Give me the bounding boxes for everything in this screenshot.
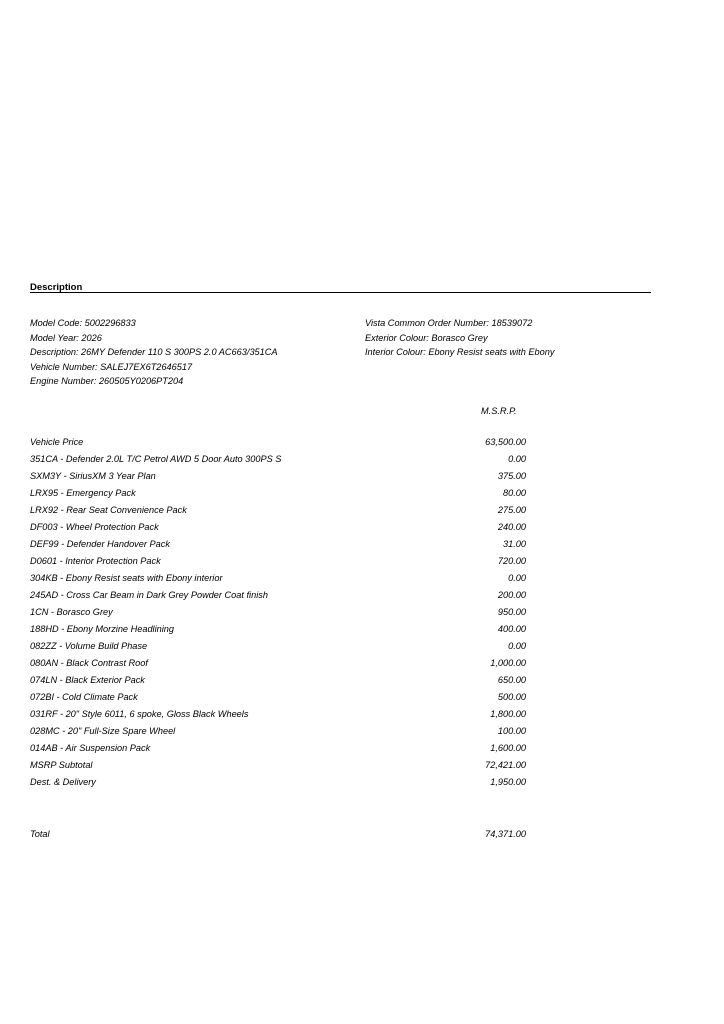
price-row (30, 471, 526, 488)
vehicle-description: Description: 26MY Defender 110 S 300PS 2.0 AC663/351CA (30, 347, 278, 358)
order-number: Vista Common Order Number: 18539072 (365, 318, 533, 328)
price-row (30, 641, 526, 658)
price-value: 1,000.00 (490, 658, 526, 668)
interior-colour: Interior Colour: Ebony Resist seats with Ebony (365, 347, 555, 358)
price-row (30, 437, 526, 454)
price-label: 080AN - Black Contrast Roof (30, 658, 148, 668)
price-label: 245AD - Cross Car Beam in Dark Grey Powder Coat finish (30, 590, 268, 600)
price-label: 031RF - 20" Style 6011, 6 spoke, Gloss Black Wheels (30, 709, 249, 719)
description-heading: Description (30, 282, 83, 293)
price-label: 351CA - Defender 2.0L T/C Petrol AWD 5 Door Auto 300PS S (30, 454, 282, 464)
delivery-value: 1,950.00 (490, 777, 526, 787)
price-label: 014AB - Air Suspension Pack (30, 743, 151, 753)
price-value: 400.00 (497, 624, 526, 634)
price-row (30, 590, 526, 607)
delivery-row (30, 777, 526, 794)
price-label: DEF99 - Defender Handover Pack (30, 539, 170, 549)
price-value: 0.00 (508, 454, 526, 464)
heading-divider (30, 292, 651, 293)
price-value: 500.00 (497, 692, 526, 702)
price-row (30, 454, 526, 471)
price-row (30, 607, 526, 624)
price-row (30, 675, 526, 692)
vehicle-info-left (30, 316, 278, 389)
price-row (30, 488, 526, 505)
model-code: Model Code: 5002296833 (30, 318, 136, 328)
price-label: D0601 - Interior Protection Pack (30, 556, 161, 566)
total-row (30, 829, 526, 846)
subtotal-value: 72,421.00 (485, 760, 526, 770)
price-label: SXM3Y - SiriusXM 3 Year Plan (30, 471, 156, 481)
price-value: 1,800.00 (490, 709, 526, 719)
price-value: 1,600.00 (490, 743, 526, 753)
price-value: 0.00 (508, 641, 526, 651)
msrp-column-header: M.S.R.P. (481, 406, 517, 416)
vehicle-number: Vehicle Number: SALEJ7EX6T2646517 (30, 361, 193, 372)
price-row (30, 743, 526, 760)
engine-number: Engine Number: 260505Y0206PT204 (30, 376, 184, 387)
price-row (30, 522, 526, 539)
price-value: 950.00 (497, 607, 526, 617)
price-label: 074LN - Black Exterior Pack (30, 675, 145, 685)
price-row (30, 692, 526, 709)
price-value: 100.00 (497, 726, 526, 736)
price-row (30, 709, 526, 726)
price-row (30, 556, 526, 573)
price-value: 650.00 (497, 675, 526, 685)
price-label: 1CN - Borasco Grey (30, 607, 113, 617)
price-row (30, 658, 526, 675)
price-value: 80.00 (503, 488, 526, 498)
exterior-colour: Exterior Colour: Borasco Grey (365, 332, 488, 343)
price-value: 240.00 (497, 522, 526, 532)
price-label: DF003 - Wheel Protection Pack (30, 522, 159, 532)
price-label: LRX92 - Rear Seat Convenience Pack (30, 505, 187, 515)
price-label: LRX95 - Emergency Pack (30, 488, 136, 498)
price-label: Vehicle Price (30, 437, 84, 447)
price-value: 200.00 (497, 590, 526, 600)
price-row (30, 573, 526, 590)
pricing-list (30, 437, 526, 794)
price-value: 720.00 (497, 556, 526, 566)
price-value: 0.00 (508, 573, 526, 583)
vehicle-info-right (365, 316, 554, 360)
price-label: 188HD - Ebony Morzine Headlining (30, 624, 175, 634)
price-value: 275.00 (497, 505, 526, 515)
total-label: Total (30, 829, 50, 839)
subtotal-row (30, 760, 526, 777)
price-value: 63,500.00 (485, 437, 526, 447)
price-row (30, 624, 526, 641)
price-label: 028MC - 20" Full-Size Spare Wheel (30, 726, 176, 736)
price-value: 375.00 (497, 471, 526, 481)
price-row (30, 505, 526, 522)
price-label: 082ZZ - Volume Build Phase (30, 641, 148, 651)
total-value: 74,371.00 (485, 829, 526, 839)
price-row (30, 726, 526, 743)
subtotal-label: MSRP Subtotal (30, 760, 93, 770)
price-label: 304KB - Ebony Resist seats with Ebony interior (30, 573, 223, 583)
delivery-label: Dest. & Delivery (30, 777, 96, 787)
price-row (30, 539, 526, 556)
model-year: Model Year: 2026 (30, 332, 102, 343)
price-value: 31.00 (503, 539, 526, 549)
price-label: 072BI - Cold Climate Pack (30, 692, 138, 702)
